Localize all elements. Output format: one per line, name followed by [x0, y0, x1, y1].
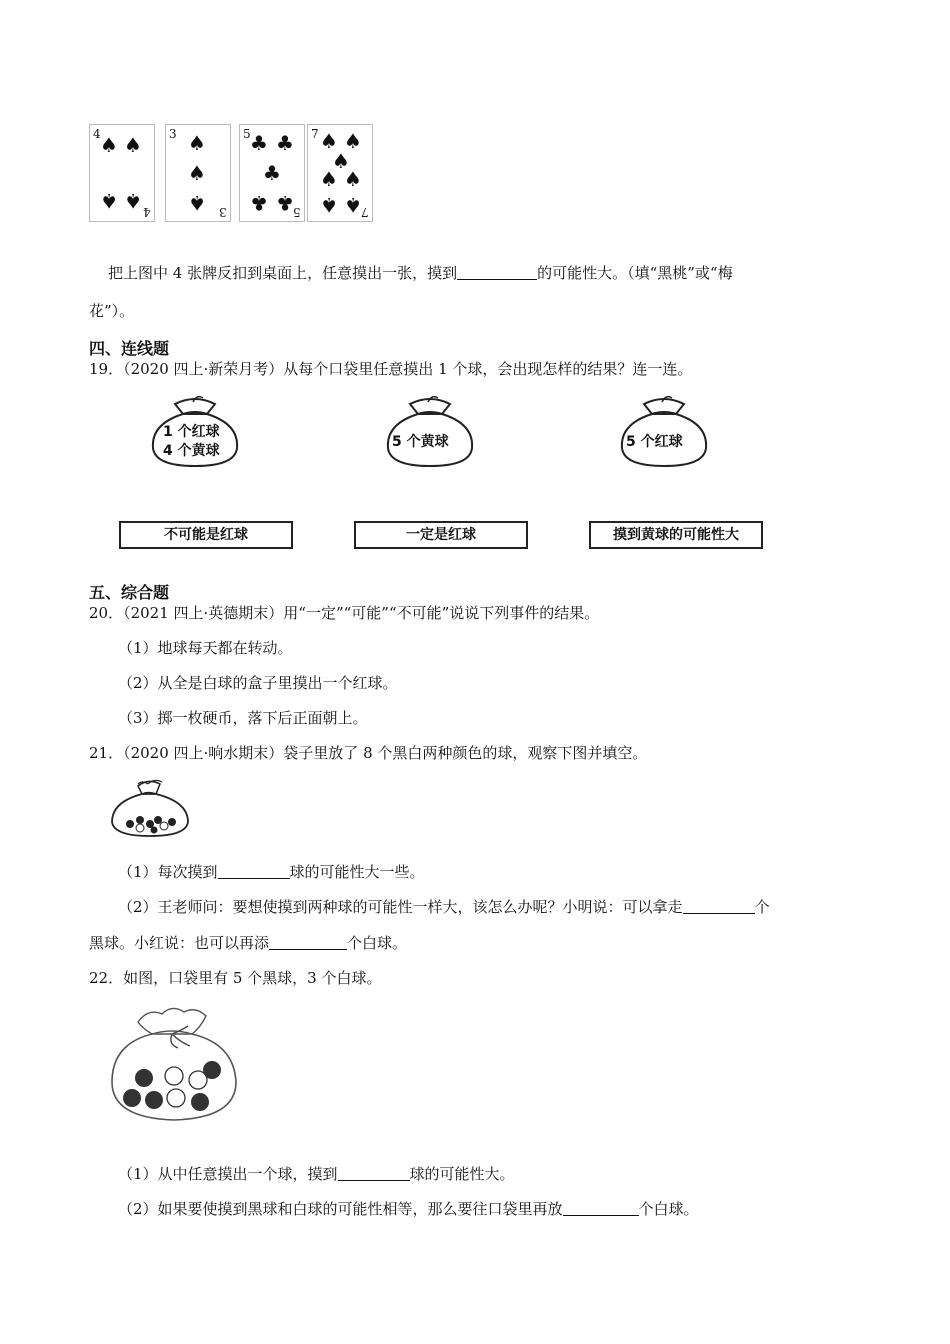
answer-blank[interactable]: [338, 1164, 410, 1181]
playing-card-3-spades: [165, 124, 231, 222]
result-box-certain-red[interactable]: 一定是红球: [354, 521, 528, 549]
q18-line1: 把上图中 4 张牌反扣到桌面上，任意摸出一张，摸到 的可能性大。（填“黑桃”或“梅: [108, 264, 733, 282]
question-stem: 19．（2020 四上·新荣月考）从每个口袋里任意摸出 1 个球，会出现怎样的结果？连一连。: [89, 360, 693, 378]
result-box-impossible-red[interactable]: 不可能是红球: [119, 521, 293, 549]
spade-icon: ♠: [332, 149, 350, 173]
card-rank: 5: [243, 127, 251, 141]
spade-icon: ♠: [344, 129, 362, 153]
card-rank: 7: [311, 127, 319, 141]
card-rank: 3: [169, 127, 177, 141]
club-icon: ♣: [263, 161, 281, 185]
club-icon: ♣: [276, 131, 294, 155]
q18-line2: 花”）。: [89, 302, 135, 320]
club-icon: ♣: [250, 191, 268, 215]
answer-blank[interactable]: [218, 862, 290, 879]
bag-illustration: [380, 390, 480, 470]
bag1-label-line1: 1 个红球: [163, 424, 220, 440]
card-rank: 4: [143, 205, 151, 219]
spade-icon: ♠: [344, 193, 362, 217]
sub-question: （3）掷一枚硬币，落下后正面朝上。: [118, 709, 368, 727]
spade-icon: ♠: [124, 189, 142, 213]
spade-icon: ♠: [124, 133, 142, 157]
q21-item2-line2: 黑球。小红说：也可以再添 个白球。: [89, 934, 408, 952]
spade-icon: ♠: [188, 161, 206, 185]
bag2-label: 5 个黄球: [392, 434, 449, 450]
question-stem: 20．（2021 四上·英德期末）用“一定”“可能”“不可能”说说下列事件的结果。: [89, 604, 600, 622]
sub-question: （1）地球每天都在转动。: [118, 639, 293, 657]
answer-blank[interactable]: [563, 1199, 639, 1216]
answer-blank[interactable]: [269, 933, 347, 950]
spade-icon: ♠: [100, 133, 118, 157]
spade-icon: ♠: [188, 191, 206, 215]
q21-item1: （1）每次摸到 球的可能性大一些。: [118, 863, 425, 881]
bag1-label-line2: 4 个黄球: [163, 443, 220, 459]
question-stem: 21．（2020 四上·响水期末）袋子里放了 8 个黑白两种颜色的球，观察下图并填空。: [89, 744, 648, 762]
ball-bag-illustration: [108, 1000, 240, 1124]
spade-icon: ♠: [188, 131, 206, 155]
playing-card-5-clubs: [239, 124, 305, 222]
section-title: 五、综合题: [89, 583, 170, 602]
card-rank: 5: [293, 205, 301, 219]
playing-card-4-spades: [89, 124, 155, 222]
sub-question: （2）从全是白球的盒子里摸出一个红球。: [118, 674, 398, 692]
club-icon: ♣: [250, 131, 268, 155]
spade-icon: ♠: [320, 167, 338, 191]
playing-card-7-spades: [307, 124, 373, 222]
spade-icon: ♠: [100, 189, 118, 213]
spade-icon: ♠: [320, 193, 338, 217]
q22-item1: （1）从中任意摸出一个球，摸到 球的可能性大。: [118, 1165, 515, 1183]
spade-icon: ♠: [344, 167, 362, 191]
bag-illustration: [614, 390, 714, 470]
section-title: 四、连线题: [89, 339, 170, 358]
result-box-likely-yellow[interactable]: 摸到黄球的可能性大: [589, 521, 763, 549]
bag3-label: 5 个红球: [626, 434, 683, 450]
answer-blank[interactable]: [457, 263, 537, 280]
club-icon: ♣: [276, 191, 294, 215]
spade-icon: ♠: [320, 129, 338, 153]
answer-blank[interactable]: [683, 897, 755, 914]
q21-item2: （2）王老师问：要想使摸到两种球的可能性一样大，该怎么办呢？小明说：可以拿走 个: [118, 898, 770, 916]
question-stem: 22．如图，口袋里有 5 个黑球，3 个白球。: [89, 969, 382, 987]
ball-bag-illustration: [108, 776, 192, 840]
q22-item2: （2）如果要使摸到黑球和白球的可能性相等，那么要往口袋里再放 个白球。: [118, 1200, 699, 1218]
card-rank: 3: [219, 205, 227, 219]
card-rank: 4: [93, 127, 101, 141]
card-rank: 7: [361, 205, 369, 219]
